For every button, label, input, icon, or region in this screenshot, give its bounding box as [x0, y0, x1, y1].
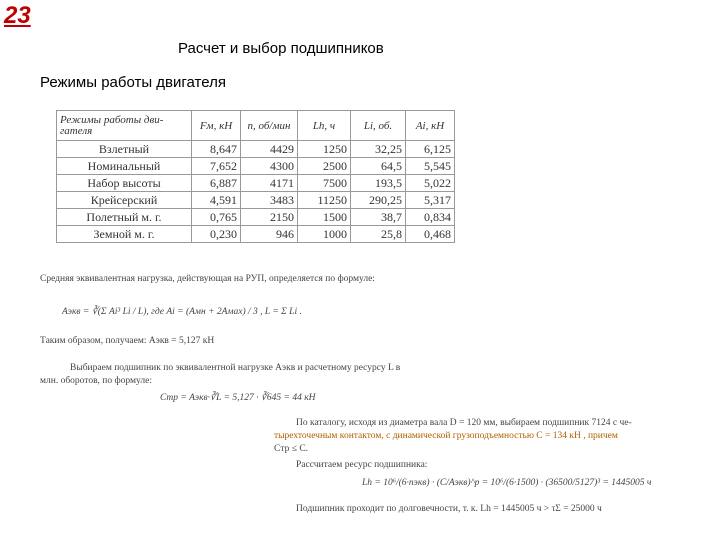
cell-value: 0,468 — [406, 226, 455, 243]
cell-value: 4300 — [241, 158, 298, 175]
cell-value: 7,652 — [192, 158, 241, 175]
header-load: Ai, кН — [406, 111, 455, 141]
cell-value: 946 — [241, 226, 298, 243]
table-row — [57, 226, 455, 243]
header-revolutions: Li, об. — [351, 111, 406, 141]
cell-value: 38,7 — [351, 209, 406, 226]
header-mode: Режимы работы дви-гателя — [57, 111, 192, 141]
header-force: Fм, кН — [192, 111, 241, 141]
cell-mode: Полетный м. г. — [57, 209, 192, 226]
table-row — [57, 141, 455, 158]
cell-value: 11250 — [298, 192, 351, 209]
cell-value: 193,5 — [351, 175, 406, 192]
cell-value: 7500 — [298, 175, 351, 192]
table-row — [57, 158, 455, 175]
cell-value: 2500 — [298, 158, 351, 175]
cell-value: 0,834 — [406, 209, 455, 226]
section-subtitle: Режимы работы двигателя — [40, 74, 226, 91]
paragraph-result: Таким образом, получаем: Aэкв = 5,127 кН — [40, 336, 215, 346]
cell-value: 1250 — [298, 141, 351, 158]
table-row — [57, 175, 455, 192]
paragraph-conclusion: Подшипник проходит по долговечности, т. к. Lh = 1445005 ч > τΣ = 25000 ч — [296, 504, 602, 514]
cell-value: 3483 — [241, 192, 298, 209]
cell-value: 6,887 — [192, 175, 241, 192]
formula-bearing-life: Lh = 10⁶/(6·nэкв) · (C/Aэкв)^p = 10⁶/(6·1500) · (36500/5127)³ = 1445005 ч — [362, 478, 652, 488]
paragraph-life-calc: Рассчитаем ресурс подшипника: — [296, 460, 428, 470]
cell-value: 4,591 — [192, 192, 241, 209]
cell-value: 1000 — [298, 226, 351, 243]
paragraph-equivalent-load: Средняя эквивалентная нагрузка, действующая на РУП, определяется по формуле: — [40, 274, 375, 284]
paragraph-select-bearing: Выбираем подшипник по эквивалентной нагрузке Aэкв и расчетному ресурсу L в — [70, 363, 401, 373]
cell-value: 1500 — [298, 209, 351, 226]
cell-value: 5,545 — [406, 158, 455, 175]
engine-modes-table — [56, 110, 455, 243]
cell-value: 6,125 — [406, 141, 455, 158]
header-hours: Lh, ч — [298, 111, 351, 141]
cell-value: 5,317 — [406, 192, 455, 209]
cell-value: 5,022 — [406, 175, 455, 192]
cell-value: 8,647 — [192, 141, 241, 158]
table-header-row — [57, 111, 455, 141]
paragraph-catalog-condition: Cтр ≤ C. — [274, 444, 309, 454]
cell-value: 0,765 — [192, 209, 241, 226]
cell-value: 32,25 — [351, 141, 406, 158]
cell-mode: Крейсерский — [57, 192, 192, 209]
paragraph-select-bearing-cont: млн. оборотов, по формуле: — [40, 376, 152, 386]
slide-number: 23 — [4, 2, 31, 29]
cell-mode: Взлетный — [57, 141, 192, 158]
slide-title: Расчет и выбор подшипников — [178, 40, 384, 57]
cell-value: 2150 — [241, 209, 298, 226]
header-speed: n, об/мин — [241, 111, 298, 141]
cell-mode: Номинальный — [57, 158, 192, 175]
cell-value: 0,230 — [192, 226, 241, 243]
formula-equivalent-load: Aэкв = ∛(Σ Ai³ Li / L), где Ai = (Aмн + 2Aмах) / 3 , L = Σ Li . — [62, 307, 302, 317]
cell-value: 64,5 — [351, 158, 406, 175]
cell-value: 4171 — [241, 175, 298, 192]
table-row — [57, 209, 455, 226]
formula-required-capacity: Cтр = Aэкв·∛L = 5,127 · ∛645 = 44 кН — [160, 393, 316, 403]
paragraph-catalog-cont: тырехточечным контактом, с динамической грузоподъемностью C = 134 кН , причем — [274, 431, 618, 441]
paragraph-catalog: По каталогу, исходя из диаметра вала D = 120 мм, выбираем подшипник 7124 с че- — [296, 418, 632, 428]
table-row — [57, 192, 455, 209]
cell-mode: Земной м. г. — [57, 226, 192, 243]
cell-value: 25,8 — [351, 226, 406, 243]
cell-value: 4429 — [241, 141, 298, 158]
cell-value: 290,25 — [351, 192, 406, 209]
cell-mode: Набор высоты — [57, 175, 192, 192]
